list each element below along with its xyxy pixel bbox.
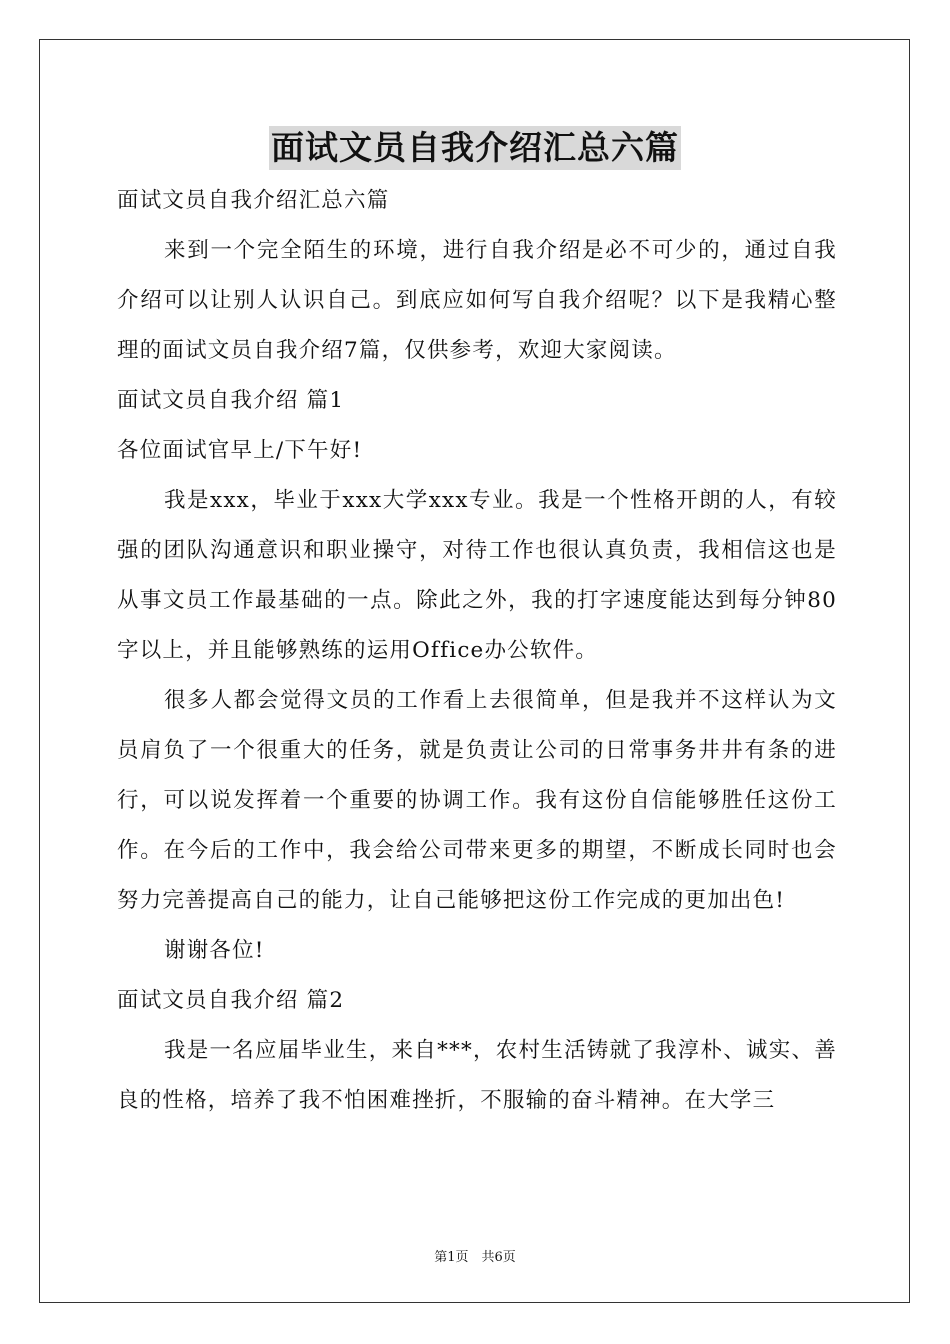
page-number-label: 第1页 共6页 — [434, 1250, 516, 1265]
section-heading-1: 面试文员自我介绍 篇1 — [117, 388, 345, 413]
section-heading-2: 面试文员自我介绍 篇2 — [117, 988, 345, 1013]
page-footer — [0, 1246, 950, 1265]
document-title: 面试文员自我介绍汇总六篇 — [269, 126, 681, 170]
subtitle-line: 面试文员自我介绍汇总六篇 — [117, 188, 390, 213]
greeting-line: 各位面试官早上/下午好! — [117, 438, 363, 463]
body-paragraph: 我是一名应届毕业生，来自***，农村生活铸就了我淳朴、诚实、善良的性格，培养了我不怕困难挫折，不服输的奋斗精神。在大学三 — [117, 1038, 837, 1113]
closing-line: 谢谢各位! — [164, 938, 265, 963]
body-paragraph: 很多人都会觉得文员的工作看上去很简单，但是我并不这样认为文员肩负了一个很重大的任务，就是负责让公司的日常事务井井有条的进行，可以说发挥着一个重要的协调工作。我有这份自信能够胜任这份工作。在今后的工作中，我会给公司带来更多的期望，不断成长同时也会努力完善提高自己的能力，让自己能够把这份工作完成的更加出色! — [117, 688, 837, 913]
title-container — [0, 126, 950, 170]
document-body — [117, 176, 837, 1126]
body-paragraph: 我是xxx，毕业于xxx大学xxx专业。我是一个性格开朗的人，有较强的团队沟通意识和职业操守，对待工作也很认真负责，我相信这也是从事文员工作最基础的一点。除此之外，我的打字速度能达到每分钟80字以上，并且能够熟练的运用Office办公软件。 — [117, 488, 837, 663]
intro-paragraph: 来到一个完全陌生的环境，进行自我介绍是必不可少的，通过自我介绍可以让别人认识自己。到底应如何写自我介绍呢？以下是我精心整理的面试文员自我介绍7篇，仅供参考，欢迎大家阅读。 — [117, 238, 837, 363]
